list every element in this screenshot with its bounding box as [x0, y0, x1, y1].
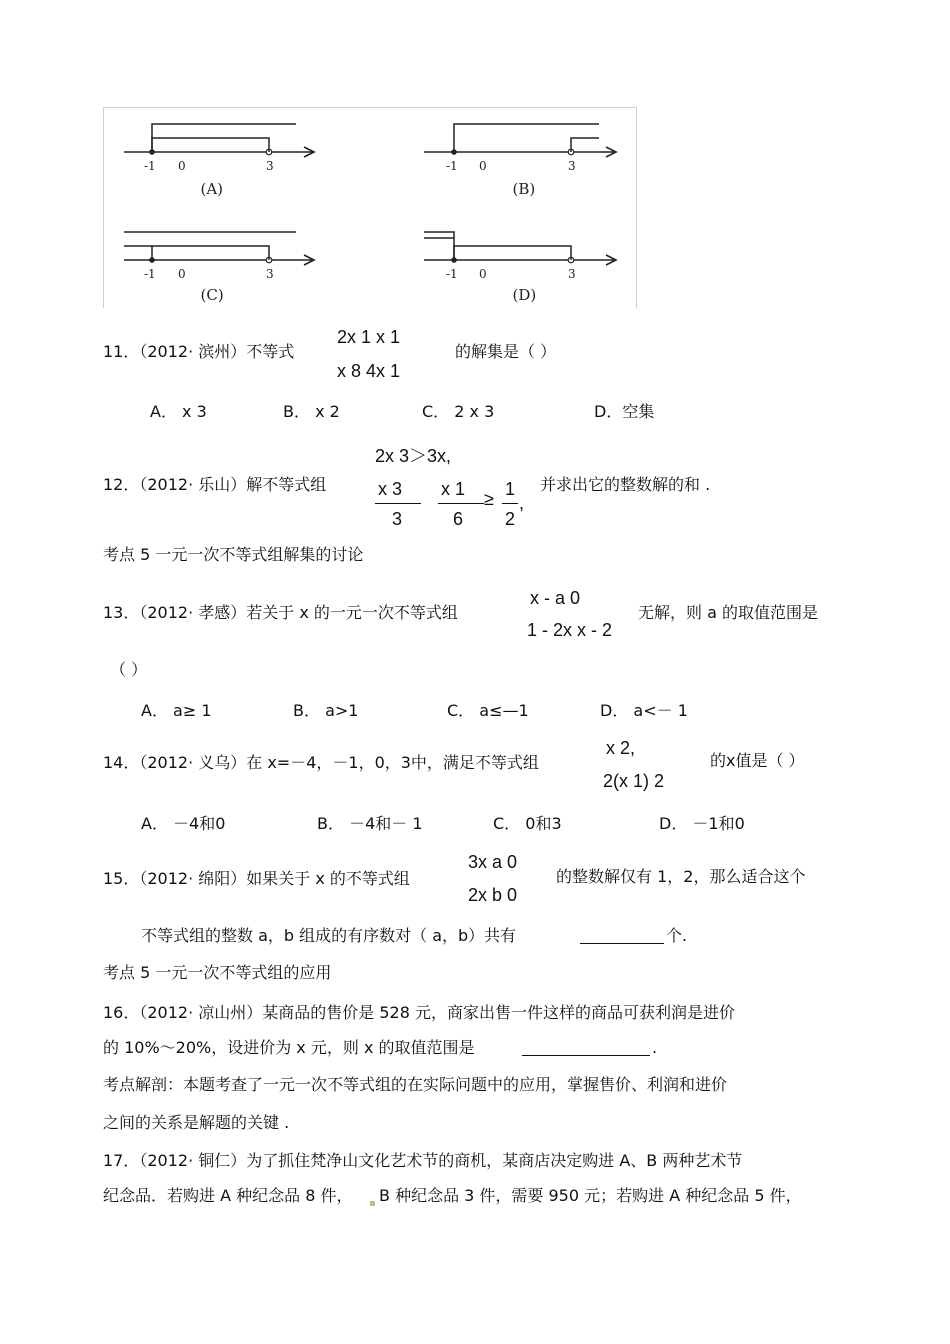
q12-tail: 并求出它的整数解的和 .: [540, 475, 711, 494]
tick-label-minus-one: -1: [446, 159, 458, 173]
section-heading-application: 考点 5 一元一次不等式组的应用: [103, 963, 332, 982]
q11-stem: 11．（2012· 滨州）不等式: [103, 342, 295, 361]
panel-label: (B): [512, 180, 536, 198]
q13-tail: 无解，则 a 的取值范围是: [638, 603, 818, 622]
q14-system-row1: x 2,: [606, 738, 636, 758]
q13-option-d: D． a<－ 1: [600, 701, 688, 720]
q12-fraction1-den: 3: [392, 509, 403, 529]
q16-answer-blank: [522, 1055, 650, 1056]
tick-label-minus-one: -1: [446, 267, 458, 281]
analysis-line1: 考点解剖：本题考查了一元一次不等式组的在实际问题中的应用，掌握售价、利润和进价: [103, 1075, 728, 1094]
q14-option-d: D． －1和0: [659, 814, 745, 833]
tick-label-three: 3: [568, 159, 576, 173]
q17-line2a: 纪念品．若购进 A 种纪念品 8 件，: [103, 1186, 353, 1205]
analysis-line2: 之间的关系是解题的关键 .: [103, 1113, 290, 1132]
q12-fraction1-num: x 3: [378, 479, 403, 499]
q12-geq-sign: ≥: [484, 489, 494, 509]
q15-tail: 的整数解仅有 1，2，那么适合这个: [556, 867, 806, 886]
q16-line1: 16．（2012· 凉山州）某商品的售价是 528 元，商家出售一件这样的商品可获利润是进价: [103, 1003, 735, 1022]
q11-option-b: B． x 2: [283, 402, 340, 421]
q11-system-row1: 2x 1 x 1: [337, 327, 401, 347]
q12-fraction2-bar: [438, 503, 484, 504]
q13-option-a: A． a≥ 1: [141, 701, 212, 720]
q17-line1: 17．（2012· 铜仁）为了抓住梵净山文化艺术节的商机，某商店决定购进 A、B 两种艺术节: [103, 1151, 743, 1170]
solution-ray-left: [424, 232, 454, 260]
tick-label-zero: 0: [178, 159, 186, 173]
panel-label: (A): [200, 180, 224, 198]
q15-stem: 15．（2012· 绵阳）如果关于 x 的不等式组: [103, 869, 410, 888]
q13-stem: 13．（2012· 孝感）若关于 x 的一元一次不等式组: [103, 603, 458, 622]
tick-label-minus-one: -1: [144, 159, 156, 173]
q13-answer-paren: （ ）: [110, 660, 148, 679]
number-line-svg: [104, 108, 636, 308]
tick-label-three: 3: [266, 159, 274, 173]
q13-system-row1: x - a 0: [530, 588, 581, 608]
solution-segment: [152, 246, 269, 260]
panel-label: (D): [512, 286, 537, 304]
q15-system-row1: 3x a 0: [468, 852, 518, 872]
q13-option-c: C． a≤—1: [447, 701, 529, 720]
q16-line2: 的 10%～20%，设进价为 x 元，则 x 的取值范围是: [103, 1038, 475, 1057]
q14-option-a: A． －4和0: [141, 814, 226, 833]
tick-label-minus-one: -1: [144, 267, 156, 281]
q15-system-row2: 2x b 0: [468, 885, 518, 905]
q15-line2: 不等式组的整数 a，b 组成的有序数对（ a，b）共有: [141, 926, 517, 945]
q11-option-d: D．空集: [594, 402, 655, 421]
q13-system-row2: 1 - 2x x - 2: [527, 620, 613, 640]
tick-label-zero: 0: [178, 267, 186, 281]
q17-line2b: B 种纪念品 3 件，需要 950 元；若购进 A 种纪念品 5 件，: [379, 1186, 802, 1205]
q14-system-row2: 2(x 1) 2: [603, 771, 665, 791]
solution-segment: [454, 246, 571, 260]
q11-system-row2: x 8 4x 1: [337, 361, 401, 381]
q16-line2-end: .: [652, 1038, 658, 1057]
tick-label-three: 3: [266, 267, 274, 281]
number-line-figure: [103, 107, 637, 308]
q14-tail: 的x值是（ ）: [710, 751, 805, 770]
panel-label: (C): [200, 286, 224, 304]
q12-fraction2-den: 6: [453, 509, 464, 529]
q14-option-c: C． 0和3: [493, 814, 562, 833]
q11-option-c: C． 2 x 3: [422, 402, 495, 421]
q12-fraction3-bar: [502, 503, 518, 504]
q12-fraction1-bar: [375, 503, 421, 504]
q15-answer-blank: [580, 943, 664, 944]
q11-option-a: A． x 3: [150, 402, 207, 421]
q14-stem: 14．（2012· 义乌）在 x=－4，－1，0，3中，满足不等式组: [103, 753, 539, 772]
stray-dot-mark: [370, 1201, 375, 1206]
tick-label-zero: 0: [479, 267, 487, 281]
q12-comma: ,: [519, 493, 525, 513]
q12-stem: 12．（2012· 乐山）解不等式组: [103, 475, 327, 494]
q12-fraction3-den: 2: [505, 509, 516, 529]
q14-option-b: B． －4和－ 1: [317, 814, 423, 833]
q11-tail: 的解集是（ ）: [455, 342, 557, 361]
tick-label-three: 3: [568, 267, 576, 281]
q12-fraction3-num: 1: [505, 479, 516, 499]
q12-system-row1: 2x 3＞3x,: [375, 446, 452, 466]
solution-ray-right: [571, 138, 599, 152]
tick-label-zero: 0: [479, 159, 487, 173]
section-heading-discussion: 考点 5 一元一次不等式组解集的讨论: [103, 545, 364, 564]
q15-line2-end: 个.: [666, 926, 688, 945]
q13-option-b: B． a>1: [293, 701, 359, 720]
q12-fraction2-num: x 1: [441, 479, 466, 499]
solution-segment: [152, 138, 269, 152]
